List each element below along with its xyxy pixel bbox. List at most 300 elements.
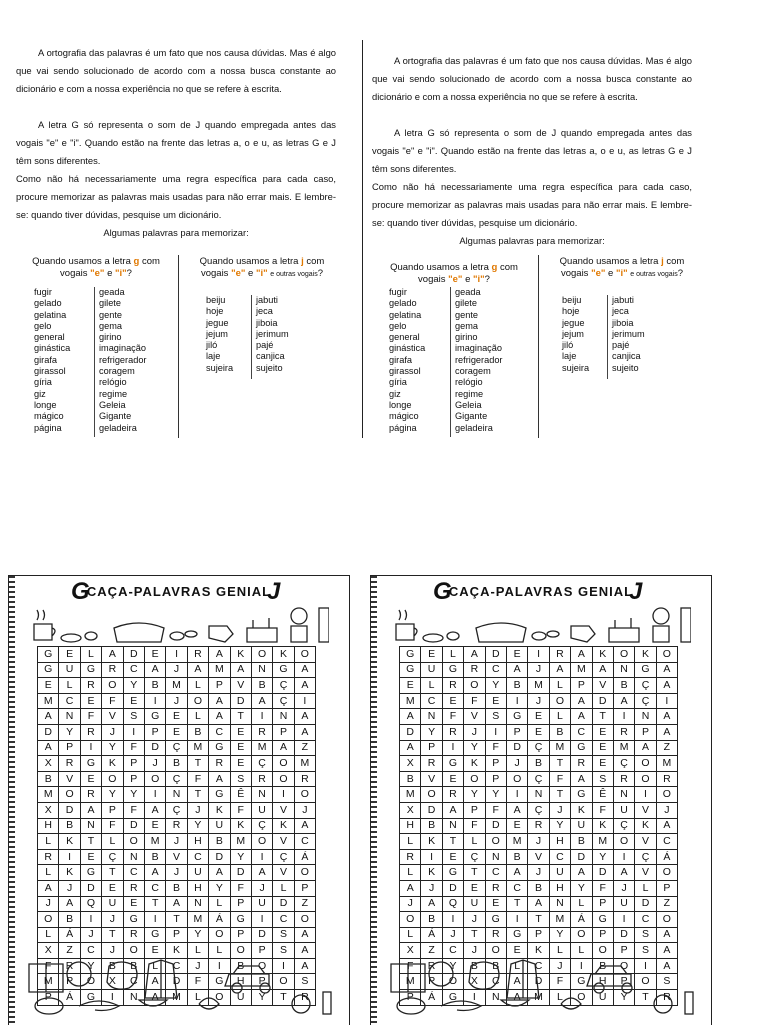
- grid-cell[interactable]: B: [400, 771, 421, 787]
- grid-cell[interactable]: N: [251, 787, 272, 803]
- grid-cell[interactable]: K: [635, 647, 656, 663]
- grid-cell[interactable]: E: [506, 818, 527, 834]
- grid-cell[interactable]: A: [294, 724, 315, 740]
- grid-cell[interactable]: P: [400, 990, 421, 1006]
- grid-cell[interactable]: I: [144, 912, 165, 928]
- grid-cell[interactable]: Y: [571, 880, 592, 896]
- grid-cell[interactable]: A: [549, 662, 570, 678]
- grid-cell[interactable]: I: [123, 724, 144, 740]
- grid-cell[interactable]: Z: [656, 896, 677, 912]
- grid-cell[interactable]: O: [613, 958, 634, 974]
- grid-cell[interactable]: B: [592, 958, 613, 974]
- grid-cell[interactable]: P: [230, 927, 251, 943]
- grid-cell[interactable]: E: [442, 771, 463, 787]
- grid-cell[interactable]: O: [613, 647, 634, 663]
- grid-cell[interactable]: E: [123, 896, 144, 912]
- grid-cell[interactable]: D: [273, 896, 294, 912]
- grid-cell[interactable]: J: [166, 834, 187, 850]
- grid-cell[interactable]: J: [400, 896, 421, 912]
- grid-cell[interactable]: D: [230, 865, 251, 881]
- grid-cell[interactable]: E: [592, 724, 613, 740]
- grid-cell[interactable]: A: [506, 990, 527, 1006]
- grid-cell[interactable]: B: [251, 678, 272, 694]
- grid-cell[interactable]: S: [592, 771, 613, 787]
- grid-cell[interactable]: R: [528, 818, 549, 834]
- grid-cell[interactable]: K: [209, 802, 230, 818]
- grid-cell[interactable]: D: [209, 849, 230, 865]
- grid-cell[interactable]: Y: [187, 927, 208, 943]
- grid-cell[interactable]: J: [464, 943, 485, 959]
- grid-cell[interactable]: Ç: [273, 678, 294, 694]
- grid-cell[interactable]: M: [549, 740, 570, 756]
- grid-cell[interactable]: Y: [592, 849, 613, 865]
- grid-cell[interactable]: C: [209, 724, 230, 740]
- grid-cell[interactable]: A: [656, 709, 677, 725]
- grid-cell[interactable]: C: [421, 693, 442, 709]
- grid-cell[interactable]: D: [38, 724, 59, 740]
- grid-cell[interactable]: E: [166, 709, 187, 725]
- grid-cell[interactable]: L: [549, 678, 570, 694]
- grid-cell[interactable]: K: [635, 818, 656, 834]
- grid-cell[interactable]: R: [294, 990, 315, 1006]
- grid-cell[interactable]: F: [549, 771, 570, 787]
- grid-cell[interactable]: G: [38, 647, 59, 663]
- grid-cell[interactable]: G: [80, 662, 101, 678]
- grid-cell[interactable]: L: [400, 927, 421, 943]
- grid-cell[interactable]: Ê: [592, 787, 613, 803]
- grid-cell[interactable]: N: [80, 818, 101, 834]
- grid-cell[interactable]: B: [209, 834, 230, 850]
- grid-cell[interactable]: N: [59, 709, 80, 725]
- grid-cell[interactable]: C: [528, 958, 549, 974]
- grid-cell[interactable]: A: [656, 958, 677, 974]
- grid-cell[interactable]: P: [421, 740, 442, 756]
- grid-cell[interactable]: M: [38, 974, 59, 990]
- grid-cell[interactable]: P: [485, 756, 506, 772]
- grid-cell[interactable]: A: [506, 865, 527, 881]
- grid-cell[interactable]: L: [38, 927, 59, 943]
- grid-cell[interactable]: L: [571, 943, 592, 959]
- grid-cell[interactable]: T: [592, 709, 613, 725]
- grid-cell[interactable]: R: [80, 787, 101, 803]
- grid-cell[interactable]: X: [400, 943, 421, 959]
- grid-cell[interactable]: A: [421, 896, 442, 912]
- grid-cell[interactable]: V: [230, 678, 251, 694]
- grid-cell[interactable]: Z: [294, 740, 315, 756]
- grid-cell[interactable]: V: [59, 771, 80, 787]
- grid-cell[interactable]: B: [571, 834, 592, 850]
- grid-cell[interactable]: A: [209, 647, 230, 663]
- grid-cell[interactable]: I: [251, 912, 272, 928]
- grid-cell[interactable]: O: [592, 943, 613, 959]
- grid-cell[interactable]: I: [528, 647, 549, 663]
- grid-cell[interactable]: S: [273, 927, 294, 943]
- grid-cell[interactable]: J: [549, 958, 570, 974]
- grid-cell[interactable]: E: [230, 724, 251, 740]
- grid-cell[interactable]: J: [102, 943, 123, 959]
- grid-cell[interactable]: A: [656, 943, 677, 959]
- grid-cell[interactable]: J: [166, 662, 187, 678]
- grid-cell[interactable]: N: [485, 849, 506, 865]
- grid-cell[interactable]: K: [230, 647, 251, 663]
- grid-cell[interactable]: F: [187, 771, 208, 787]
- grid-cell[interactable]: R: [80, 678, 101, 694]
- grid-cell[interactable]: B: [506, 678, 527, 694]
- grid-cell[interactable]: F: [485, 802, 506, 818]
- grid-cell[interactable]: U: [59, 662, 80, 678]
- grid-cell[interactable]: H: [187, 880, 208, 896]
- grid-cell[interactable]: L: [38, 834, 59, 850]
- grid-cell[interactable]: Y: [485, 787, 506, 803]
- grid-cell[interactable]: Á: [294, 849, 315, 865]
- grid-cell[interactable]: P: [166, 927, 187, 943]
- grid-cell[interactable]: V: [273, 834, 294, 850]
- grid-cell[interactable]: A: [38, 880, 59, 896]
- grid-cell[interactable]: C: [485, 662, 506, 678]
- grid-cell[interactable]: A: [571, 647, 592, 663]
- grid-cell[interactable]: I: [144, 787, 165, 803]
- grid-cell[interactable]: Y: [230, 849, 251, 865]
- grid-cell[interactable]: J: [506, 756, 527, 772]
- grid-cell[interactable]: Ç: [166, 802, 187, 818]
- grid-cell[interactable]: C: [166, 958, 187, 974]
- grid-cell[interactable]: Y: [80, 958, 101, 974]
- grid-cell[interactable]: J: [528, 834, 549, 850]
- grid-cell[interactable]: A: [294, 678, 315, 694]
- grid-cell[interactable]: X: [38, 943, 59, 959]
- grid-cell[interactable]: O: [571, 927, 592, 943]
- grid-cell[interactable]: D: [506, 740, 527, 756]
- grid-cell[interactable]: G: [209, 740, 230, 756]
- grid-cell[interactable]: A: [230, 662, 251, 678]
- grid-cell[interactable]: Á: [59, 927, 80, 943]
- grid-cell[interactable]: H: [549, 834, 570, 850]
- grid-cell[interactable]: G: [485, 912, 506, 928]
- grid-cell[interactable]: J: [80, 927, 101, 943]
- grid-cell[interactable]: M: [166, 990, 187, 1006]
- grid-cell[interactable]: G: [592, 912, 613, 928]
- grid-cell[interactable]: O: [294, 912, 315, 928]
- grid-cell[interactable]: A: [144, 662, 165, 678]
- grid-cell[interactable]: U: [549, 865, 570, 881]
- grid-cell[interactable]: G: [80, 990, 101, 1006]
- grid-cell[interactable]: Ç: [102, 849, 123, 865]
- grid-cell[interactable]: R: [166, 818, 187, 834]
- grid-cell[interactable]: M: [549, 912, 570, 928]
- grid-cell[interactable]: B: [464, 958, 485, 974]
- grid-cell[interactable]: E: [592, 756, 613, 772]
- grid-cell[interactable]: R: [251, 724, 272, 740]
- grid-cell[interactable]: D: [123, 647, 144, 663]
- grid-cell[interactable]: C: [635, 912, 656, 928]
- grid-cell[interactable]: T: [230, 709, 251, 725]
- grid-cell[interactable]: J: [187, 958, 208, 974]
- grid-cell[interactable]: V: [273, 865, 294, 881]
- grid-cell[interactable]: Ç: [635, 849, 656, 865]
- grid-cell[interactable]: A: [294, 818, 315, 834]
- grid-cell[interactable]: R: [187, 647, 208, 663]
- grid-cell[interactable]: S: [230, 771, 251, 787]
- grid-cell[interactable]: B: [421, 912, 442, 928]
- grid-cell[interactable]: K: [571, 802, 592, 818]
- grid-cell[interactable]: G: [80, 756, 101, 772]
- grid-cell[interactable]: M: [251, 740, 272, 756]
- grid-cell[interactable]: O: [273, 756, 294, 772]
- grid-cell[interactable]: Y: [485, 678, 506, 694]
- grid-cell[interactable]: P: [613, 974, 634, 990]
- grid-cell[interactable]: A: [144, 974, 165, 990]
- grid-cell[interactable]: C: [80, 943, 101, 959]
- grid-cell[interactable]: A: [144, 802, 165, 818]
- grid-cell[interactable]: L: [549, 709, 570, 725]
- grid-cell[interactable]: D: [421, 802, 442, 818]
- grid-cell[interactable]: I: [485, 724, 506, 740]
- grid-cell[interactable]: T: [273, 990, 294, 1006]
- grid-cell[interactable]: Ç: [166, 771, 187, 787]
- grid-cell[interactable]: N: [485, 990, 506, 1006]
- grid-cell[interactable]: P: [123, 771, 144, 787]
- grid-cell[interactable]: G: [442, 756, 463, 772]
- grid-cell[interactable]: E: [144, 647, 165, 663]
- grid-cell[interactable]: A: [102, 647, 123, 663]
- grid-cell[interactable]: Ç: [464, 849, 485, 865]
- grid-cell[interactable]: G: [209, 974, 230, 990]
- grid-cell[interactable]: A: [442, 802, 463, 818]
- grid-cell[interactable]: E: [230, 756, 251, 772]
- grid-cell[interactable]: E: [38, 678, 59, 694]
- grid-cell[interactable]: R: [421, 958, 442, 974]
- grid-cell[interactable]: E: [144, 943, 165, 959]
- grid-cell[interactable]: R: [80, 724, 101, 740]
- grid-cell[interactable]: D: [571, 849, 592, 865]
- grid-cell[interactable]: Ç: [613, 756, 634, 772]
- grid-cell[interactable]: I: [59, 849, 80, 865]
- grid-cell[interactable]: Y: [464, 787, 485, 803]
- grid-cell[interactable]: Ç: [528, 771, 549, 787]
- grid-cell[interactable]: I: [506, 912, 527, 928]
- grid-cell[interactable]: B: [485, 958, 506, 974]
- grid-cell[interactable]: X: [102, 974, 123, 990]
- grid-cell[interactable]: K: [421, 865, 442, 881]
- grid-cell[interactable]: I: [464, 990, 485, 1006]
- grid-cell[interactable]: C: [571, 724, 592, 740]
- grid-cell[interactable]: D: [485, 647, 506, 663]
- grid-cell[interactable]: F: [123, 802, 144, 818]
- grid-cell[interactable]: C: [123, 974, 144, 990]
- grid-cell[interactable]: A: [592, 662, 613, 678]
- grid-cell[interactable]: R: [442, 787, 463, 803]
- grid-cell[interactable]: L: [273, 880, 294, 896]
- grid-cell[interactable]: E: [230, 740, 251, 756]
- grid-cell[interactable]: T: [464, 927, 485, 943]
- grid-cell[interactable]: C: [144, 880, 165, 896]
- grid-cell[interactable]: X: [464, 974, 485, 990]
- grid-cell[interactable]: Y: [59, 724, 80, 740]
- grid-cell[interactable]: G: [273, 662, 294, 678]
- grid-cell[interactable]: R: [421, 756, 442, 772]
- grid-cell[interactable]: J: [528, 865, 549, 881]
- grid-cell[interactable]: N: [187, 896, 208, 912]
- grid-cell[interactable]: R: [656, 771, 677, 787]
- grid-cell[interactable]: R: [251, 771, 272, 787]
- grid-cell[interactable]: N: [273, 709, 294, 725]
- grid-cell[interactable]: I: [635, 787, 656, 803]
- grid-cell[interactable]: C: [442, 943, 463, 959]
- grid-cell[interactable]: Y: [549, 818, 570, 834]
- grid-cell[interactable]: S: [273, 943, 294, 959]
- grid-cell[interactable]: R: [613, 771, 634, 787]
- grid-cell[interactable]: O: [506, 771, 527, 787]
- grid-cell[interactable]: B: [102, 958, 123, 974]
- grid-cell[interactable]: X: [400, 756, 421, 772]
- grid-cell[interactable]: J: [528, 662, 549, 678]
- grid-cell[interactable]: B: [38, 771, 59, 787]
- grid-cell[interactable]: E: [123, 693, 144, 709]
- grid-cell[interactable]: Q: [80, 896, 101, 912]
- grid-cell[interactable]: A: [209, 865, 230, 881]
- grid-cell[interactable]: M: [187, 740, 208, 756]
- grid-cell[interactable]: T: [506, 896, 527, 912]
- grid-cell[interactable]: F: [230, 880, 251, 896]
- grid-cell[interactable]: I: [209, 958, 230, 974]
- grid-cell[interactable]: B: [613, 678, 634, 694]
- grid-cell[interactable]: X: [400, 802, 421, 818]
- grid-cell[interactable]: B: [166, 880, 187, 896]
- grid-cell[interactable]: E: [506, 647, 527, 663]
- grid-cell[interactable]: R: [485, 880, 506, 896]
- grid-cell[interactable]: O: [144, 771, 165, 787]
- grid-cell[interactable]: A: [656, 678, 677, 694]
- grid-cell[interactable]: A: [144, 990, 165, 1006]
- grid-cell[interactable]: L: [80, 647, 101, 663]
- grid-cell[interactable]: H: [230, 974, 251, 990]
- grid-cell[interactable]: M: [400, 693, 421, 709]
- grid-cell[interactable]: A: [80, 802, 101, 818]
- grid-cell[interactable]: D: [528, 974, 549, 990]
- grid-cell[interactable]: P: [144, 724, 165, 740]
- grid-cell[interactable]: E: [144, 818, 165, 834]
- grid-cell[interactable]: Á: [209, 912, 230, 928]
- grid-cell[interactable]: M: [528, 678, 549, 694]
- grid-cell[interactable]: M: [400, 787, 421, 803]
- grid-cell[interactable]: V: [528, 849, 549, 865]
- grid-cell[interactable]: M: [294, 756, 315, 772]
- grid-cell[interactable]: P: [592, 927, 613, 943]
- grid-cell[interactable]: B: [506, 849, 527, 865]
- grid-cell[interactable]: M: [571, 662, 592, 678]
- grid-cell[interactable]: Ç: [166, 740, 187, 756]
- grid-cell[interactable]: I: [144, 693, 165, 709]
- grid-cell[interactable]: O: [656, 647, 677, 663]
- grid-cell[interactable]: A: [613, 693, 634, 709]
- grid-cell[interactable]: A: [464, 647, 485, 663]
- grid-cell[interactable]: Y: [102, 740, 123, 756]
- grid-cell[interactable]: R: [123, 927, 144, 943]
- grid-cell[interactable]: A: [209, 709, 230, 725]
- grid-cell[interactable]: C: [273, 912, 294, 928]
- grid-cell[interactable]: U: [187, 865, 208, 881]
- grid-cell[interactable]: F: [102, 693, 123, 709]
- grid-cell[interactable]: U: [464, 896, 485, 912]
- grid-cell[interactable]: Y: [209, 880, 230, 896]
- grid-cell[interactable]: L: [187, 943, 208, 959]
- grid-cell[interactable]: D: [592, 865, 613, 881]
- grid-cell[interactable]: O: [442, 974, 463, 990]
- grid-cell[interactable]: N: [613, 662, 634, 678]
- grid-cell[interactable]: O: [421, 787, 442, 803]
- grid-cell[interactable]: I: [613, 709, 634, 725]
- grid-cell[interactable]: N: [123, 990, 144, 1006]
- grid-cell[interactable]: R: [485, 927, 506, 943]
- grid-cell[interactable]: I: [102, 990, 123, 1006]
- grid-cell[interactable]: F: [187, 974, 208, 990]
- grid-cell[interactable]: M: [613, 740, 634, 756]
- grid-cell[interactable]: K: [273, 647, 294, 663]
- grid-cell[interactable]: F: [400, 958, 421, 974]
- grid-cell[interactable]: M: [656, 756, 677, 772]
- grid-cell[interactable]: F: [592, 880, 613, 896]
- grid-cell[interactable]: E: [421, 647, 442, 663]
- grid-cell[interactable]: F: [592, 802, 613, 818]
- grid-cell[interactable]: I: [294, 693, 315, 709]
- grid-cell[interactable]: A: [506, 662, 527, 678]
- grid-cell[interactable]: O: [209, 990, 230, 1006]
- grid-cell[interactable]: B: [123, 958, 144, 974]
- grid-cell[interactable]: I: [273, 787, 294, 803]
- grid-cell[interactable]: Y: [123, 787, 144, 803]
- grid-cell[interactable]: K: [230, 818, 251, 834]
- grid-cell[interactable]: O: [635, 756, 656, 772]
- grid-cell[interactable]: O: [294, 865, 315, 881]
- grid-cell[interactable]: K: [273, 818, 294, 834]
- grid-cell[interactable]: J: [656, 802, 677, 818]
- grid-cell[interactable]: A: [571, 709, 592, 725]
- grid-cell[interactable]: J: [421, 880, 442, 896]
- grid-cell[interactable]: O: [209, 927, 230, 943]
- grid-cell[interactable]: Á: [421, 990, 442, 1006]
- grid-cell[interactable]: Q: [442, 896, 463, 912]
- grid-cell[interactable]: O: [123, 834, 144, 850]
- grid-cell[interactable]: O: [102, 771, 123, 787]
- grid-cell[interactable]: J: [187, 802, 208, 818]
- grid-cell[interactable]: Ç: [613, 818, 634, 834]
- grid-cell[interactable]: D: [59, 802, 80, 818]
- grid-cell[interactable]: X: [38, 756, 59, 772]
- grid-cell[interactable]: T: [549, 787, 570, 803]
- grid-cell[interactable]: D: [251, 927, 272, 943]
- grid-cell[interactable]: L: [38, 865, 59, 881]
- grid-cell[interactable]: U: [592, 990, 613, 1006]
- grid-cell[interactable]: O: [123, 943, 144, 959]
- grid-cell[interactable]: L: [549, 943, 570, 959]
- grid-cell[interactable]: O: [635, 771, 656, 787]
- grid-cell[interactable]: T: [144, 896, 165, 912]
- grid-cell[interactable]: J: [294, 802, 315, 818]
- grid-cell[interactable]: L: [187, 709, 208, 725]
- grid-cell[interactable]: B: [144, 678, 165, 694]
- grid-cell[interactable]: C: [123, 662, 144, 678]
- grid-cell[interactable]: O: [656, 787, 677, 803]
- grid-cell[interactable]: O: [635, 974, 656, 990]
- grid-cell[interactable]: D: [166, 974, 187, 990]
- grid-cell[interactable]: O: [485, 943, 506, 959]
- grid-cell[interactable]: J: [442, 927, 463, 943]
- grid-cell[interactable]: A: [506, 974, 527, 990]
- grid-cell[interactable]: A: [571, 693, 592, 709]
- grid-cell[interactable]: V: [421, 771, 442, 787]
- grid-cell[interactable]: R: [38, 849, 59, 865]
- grid-cell[interactable]: C: [294, 834, 315, 850]
